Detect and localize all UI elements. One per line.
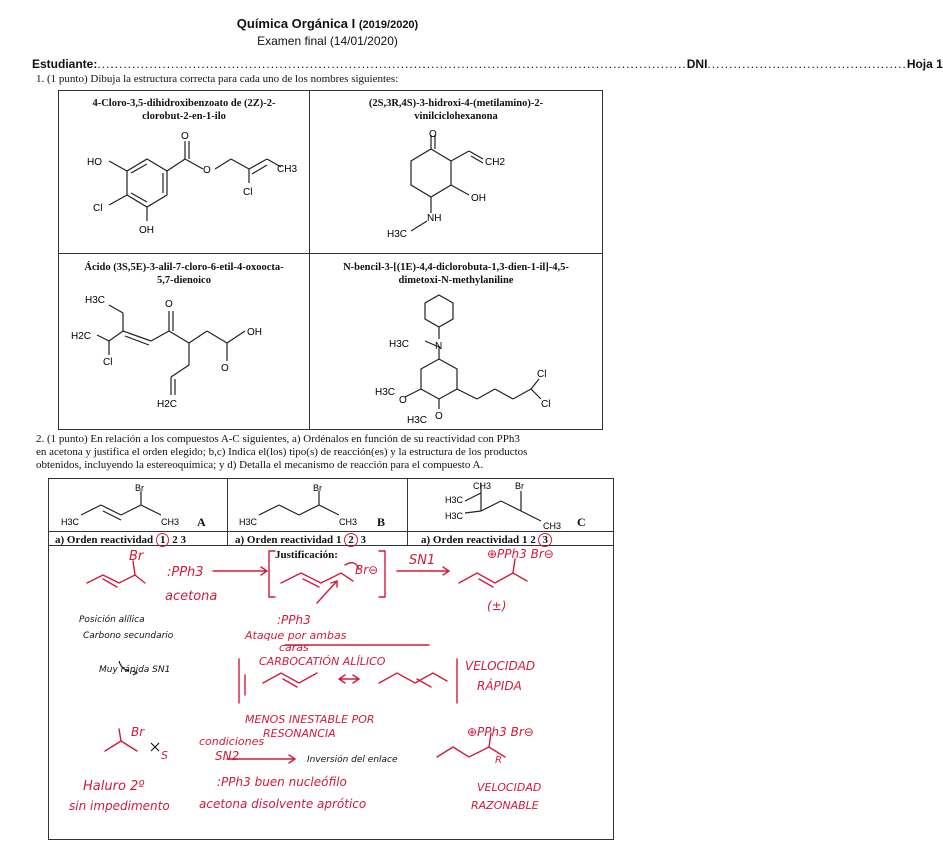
hw-s-label: S [161, 749, 168, 762]
compound-label-c: C [577, 515, 586, 529]
name-line: (2S,3R,4S)-3-hidroxi-4-(metilamino)-2- [368, 98, 544, 109]
name-line: vinilciclohexanona [414, 111, 498, 122]
atom-label: O [203, 165, 211, 176]
grid-divider [49, 531, 613, 532]
atom-label: O [221, 363, 229, 374]
atom-label: CH3 [161, 517, 180, 527]
name-line: 4-Cloro-3,5-dihidroxibenzoato de (2Z)-2- [92, 98, 276, 109]
hw-sn2: SN2 [215, 749, 240, 763]
atom-label: H3C [445, 495, 464, 505]
structure-benzoate [69, 129, 301, 249]
grid-divider [407, 479, 408, 545]
atom-label: OH [139, 225, 154, 236]
atom-label: O [399, 395, 407, 406]
hw-posicion: Posición alílica [79, 615, 145, 625]
atom-label: Cl [541, 399, 551, 410]
compound-name-1 [67, 97, 301, 123]
hw-velocidad-2: VELOCIDAD [477, 781, 542, 794]
atom-label: H3C [389, 339, 410, 350]
question-line: 2. (1 punto) En relación a los compuestos A-C siguientes, a) Ordénalos en función de su reactividad con PPh3 [36, 433, 520, 445]
hw-resonancia: RESONANCIA [263, 727, 336, 740]
atom-label: OH [247, 327, 262, 338]
atom-label: H3C [445, 511, 464, 521]
exam-title [0, 16, 655, 31]
atom-label: Br [515, 481, 524, 491]
compound-name-4 [317, 261, 595, 287]
order-number: 1 [335, 534, 342, 546]
sheet-label: Hoja 1 [906, 57, 943, 71]
hw-condiciones: condiciones [199, 735, 265, 748]
compound-name-2 [317, 97, 595, 123]
compound-label-b: B [377, 515, 386, 529]
atom-label: HO [87, 157, 102, 168]
hw-product-1: ⊕PPh3 Br⊖ [487, 547, 554, 561]
atom-label: O [165, 299, 173, 310]
justification-label: Justificación: [275, 549, 338, 561]
atom-label: Cl [243, 187, 253, 198]
atom-label: O [181, 131, 189, 142]
order-number: 3 [180, 534, 186, 546]
atom-label: H2C [71, 331, 92, 342]
compound-label-a: A [197, 515, 206, 529]
name-line: N-bencil-3-[(1E)-4,4-diclorobuta-1,3-dien-1-il]-4,5- [343, 262, 569, 273]
question-2-grid [48, 478, 614, 840]
name-line: Ácido (3S,5E)-3-alil-7-cloro-6-etil-4-oxoocta- [84, 262, 284, 273]
grid-divider [227, 479, 228, 545]
question-line: en acetona y justifica el orden elegido; b,c) Indica el(los) tipo(s) de reacción(es) y la estructura de los productos [36, 446, 528, 458]
atom-label: H3C [85, 295, 106, 306]
hw-inversion: Inversión del enlace [307, 755, 398, 765]
atom-label: Br [135, 483, 144, 493]
order-label: a) Orden reactividad [235, 534, 334, 546]
hw-razonable: RAZONABLE [471, 799, 539, 812]
atom-label: CH3 [543, 521, 562, 531]
atom-label: Cl [103, 357, 113, 368]
atom-label: H3C [239, 517, 258, 527]
atom-label: N [435, 341, 443, 352]
name-line: dimetoxi-N-methylaniline [398, 275, 514, 286]
order-number-circled: 3 [538, 533, 552, 547]
question-2-text [36, 433, 626, 472]
order-number-circled: 1 [156, 533, 170, 547]
dni-dots: .............................................. [707, 57, 907, 71]
atom-label: O [429, 129, 437, 140]
atom-label: H3C [375, 387, 396, 398]
hw-br-2: Br [131, 725, 145, 739]
atom-label: Cl [537, 369, 547, 380]
order-number: 1 [521, 534, 528, 546]
order-number-circled: 2 [344, 533, 358, 547]
order-number: 2 [172, 534, 178, 546]
hw-pph3: :PPh3 [167, 565, 204, 580]
atom-label: H3C [387, 229, 408, 240]
dni-label: DNI [686, 57, 708, 71]
hw-acetona-aprotico: acetona disolvente aprótico [199, 797, 367, 811]
question-line: obtenidos, incluyendo la estereoquímica; y d) Detalla el mecanismo de reacción para el compuesto A. [36, 459, 484, 471]
order-number: 2 [530, 534, 536, 546]
hw-carbocation: CARBOCATIÓN ALÍLICO [259, 655, 386, 668]
grid-divider [59, 253, 602, 254]
structure-compound-a [59, 481, 219, 531]
student-line [32, 57, 943, 71]
name-line: 5,7-dienoico [157, 275, 211, 286]
question-1-grid [58, 90, 603, 430]
hw-br: Br [129, 549, 144, 564]
student-dots: ........................................................................................................................................ [97, 57, 687, 71]
atom-label: H3C [407, 415, 428, 426]
hw-br-minus: Br⊖ [355, 563, 379, 577]
structure-aniline [327, 291, 587, 425]
academic-year: (2019/2020) [358, 19, 419, 31]
hw-racemic: (±) [487, 599, 507, 613]
atom-label: OH [471, 193, 486, 204]
compound-name-3 [67, 261, 301, 287]
question-1-text: 1. (1 punto) Dibuja la estructura correcta para cada uno de los nombres siguientes: [36, 73, 399, 85]
hw-carbono: Carbono secundario [83, 631, 174, 641]
hw-muy-rapida: Muy rápida SN1 [99, 665, 171, 675]
atom-label: Cl [93, 203, 103, 214]
atom-label: Br [313, 483, 322, 493]
name-line: clorobut-2-en-1-ilo [142, 111, 226, 122]
structure-dienoic-acid [67, 291, 305, 425]
hw-caras: caras [279, 641, 309, 654]
student-label: Estudiante: [32, 57, 98, 71]
atom-label: H2C [157, 399, 178, 410]
hw-sn1: SN1 [409, 553, 436, 568]
atom-label: CH3 [339, 517, 358, 527]
atom-label: H3C [61, 517, 80, 527]
order-label: a) Orden reactividad [421, 534, 520, 546]
hw-pph3-nucleofilo: :PPh3 buen nucleófilo [217, 775, 347, 789]
hw-menos-inestable: MENOS INESTABLE POR [245, 713, 375, 726]
hw-rapida: RÁPIDA [477, 679, 522, 693]
structure-compound-b [237, 481, 397, 531]
atom-label: CH3 [473, 481, 492, 491]
atom-label: NH [427, 213, 442, 224]
exam-subtitle: Examen final (14/01/2020) [257, 34, 398, 48]
hw-product-2: ⊕PPh3 Br⊖ [467, 725, 534, 739]
grid-divider [309, 91, 310, 429]
hw-pph3-attack: :PPh3 [277, 613, 311, 627]
hw-velocidad-1: VELOCIDAD [465, 659, 536, 673]
course-title: Química Orgánica I [236, 16, 356, 31]
order-number: 3 [360, 534, 366, 546]
atom-label: CH2 [485, 157, 506, 168]
atom-label: CH3 [277, 164, 298, 175]
hw-ataque: Ataque por ambas [245, 629, 347, 642]
hw-r-label: R [495, 755, 502, 766]
order-label: a) Orden reactividad [55, 534, 154, 546]
hw-sin-impedimento: sin impedimento [69, 799, 170, 813]
atom-label: O [435, 411, 443, 422]
structure-cyclohexanone [331, 129, 581, 249]
hw-acetona: acetona [165, 589, 218, 604]
hw-haluro: Haluro 2º [83, 779, 145, 794]
